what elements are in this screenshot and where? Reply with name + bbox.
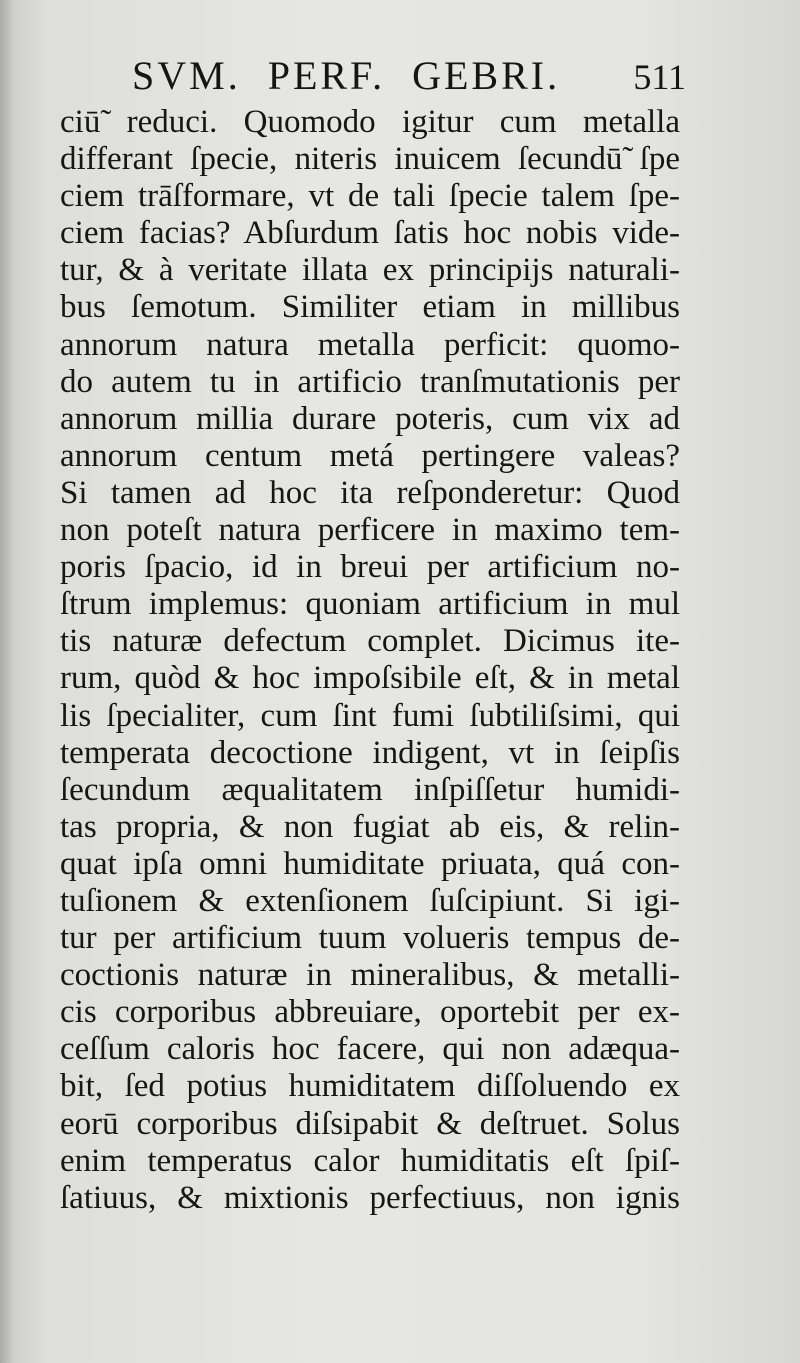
- page-binding-edge: [0, 0, 14, 1363]
- text-line: annorum natura metalla perficit: quomo-: [60, 326, 680, 363]
- text-line: tur, & à veritate illata ex principijs naturali-: [60, 252, 680, 289]
- text-line: quat ipſa omni humiditate priuata, quá con-: [60, 845, 680, 882]
- text-line: temperata decoctione indigent, vt in ſeipſis: [60, 734, 680, 771]
- text-line: tur per artificium tuum volueris tempus de-: [60, 920, 680, 957]
- text-line: ſecundum æqualitatem inſpiſſetur humidi-: [60, 771, 680, 808]
- text-line: enim temperatus calor humiditatis eſt ſpiſ-: [60, 1142, 680, 1179]
- text-line: ſatiuus, & mixtionis perfectiuus, non ignis: [60, 1179, 680, 1216]
- text-line: differant ſpecie, niteris inuicem ſecundū̃ ſpe: [60, 141, 680, 178]
- text-line: annorum centum metá pertingere valeas?: [60, 437, 680, 474]
- text-line: annorum millia durare poteris, cum vix ad: [60, 400, 680, 437]
- text-line: non poteſt natura perficere in maximo tem-: [60, 512, 680, 549]
- text-line: ciem facias? Abſurdum ſatis hoc nobis vide-: [60, 215, 680, 252]
- text-line: ceſſum caloris hoc facere, qui non adæqua-: [60, 1031, 680, 1068]
- text-line: poris ſpacio, id in breui per artificium no-: [60, 549, 680, 586]
- text-line: coctionis naturæ in mineralibus, & metalli-: [60, 957, 680, 994]
- page-number: 511: [633, 57, 686, 97]
- text-line: ciū̃ reduci. Quomodo igitur cum metalla: [60, 104, 680, 140]
- text-line: tuſionem & extenſionem ſuſcipiunt. Si igi-: [60, 882, 680, 919]
- text-line: rum, quòd & hoc impoſsibile eſt, & in metal: [60, 660, 680, 697]
- text-line: tas propria, & non fugiat ab eis, & relin-: [60, 808, 680, 845]
- text-line: ciem trāſformare, vt de tali ſpecie talem ſpe-: [60, 178, 680, 215]
- text-line: tis naturæ defectum complet. Dicimus ite-: [60, 623, 680, 660]
- running-head-title: SVM. PERF. GEBRI.: [132, 53, 561, 98]
- running-head: [132, 52, 692, 104]
- text-line: Si tamen ad hoc ita reſponderetur: Quod: [60, 474, 680, 511]
- text-line: lis ſpecialiter, cum ſint fumi ſubtiliſsimi, qui: [60, 697, 680, 734]
- text-line: cis corporibus abbreuiare, oportebit per ex-: [60, 994, 680, 1031]
- body-text: [60, 104, 680, 1217]
- text-line: do autem tu in artificio tranſmutationis per: [60, 363, 680, 400]
- text-line: bus ſemotum. Similiter etiam in millibus: [60, 289, 680, 326]
- text-line: bit, ſed potius humiditatem diſſoluendo ex: [60, 1068, 680, 1105]
- text-line: eorū corporibus diſsipabit & deſtruet. Solus: [60, 1105, 680, 1142]
- text-line: ſtrum implemus: quoniam artificium in mul: [60, 586, 680, 623]
